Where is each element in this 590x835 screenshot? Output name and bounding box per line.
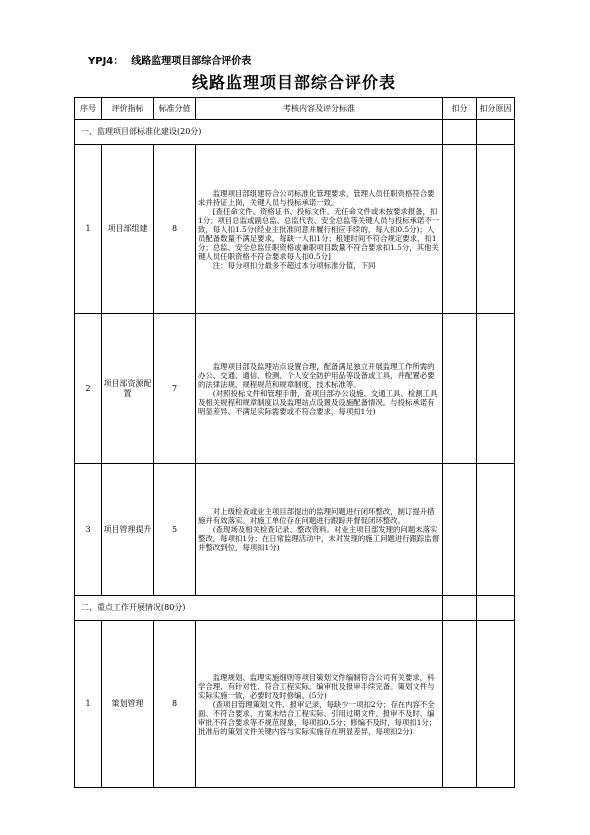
reason-cell[interactable] [477, 145, 515, 314]
table-row [75, 314, 515, 464]
reason-cell[interactable] [477, 120, 515, 145]
deduction-cell[interactable] [443, 120, 477, 145]
row-criteria: 监理项目部组建符合公司标准化管理要求，管理人员任职资格符合要求并持证上岗，关键人员与投标承诺一致。 [查任命文件、资格证书、投标文件。无任命文件或未按要求报备，扣1分；项目总监或副总监、总监代表、安全总监等关键人员与投标承诺不一致，每人扣1.5分(经业主批准同意并履行相应手续的，每人扣0.5分)；人员配备数量不满足要求，每缺一人扣1分；租建时间不符合规定要求，扣1分；总监、安全总监任职资格或兼职项目数量不符合要求扣1.5分，其他关键人员任职资格不符合要求每人扣0.5分] 注：每分项扣分最多不超过本分项标准分值，下同 [196, 145, 443, 314]
row-number: 1 [75, 145, 102, 314]
row-indicator: 项目部资源配置 [102, 314, 154, 464]
section-label: 二、重点工作开展情况(80分) [75, 596, 443, 621]
row-score: 5 [154, 464, 196, 596]
section-row [75, 120, 515, 145]
row-score: 8 [154, 145, 196, 314]
deduction-cell[interactable] [443, 314, 477, 464]
deduction-cell[interactable] [443, 621, 477, 788]
row-score: 7 [154, 314, 196, 464]
table-row [75, 145, 515, 314]
col-header-indicator: 评价指标 [102, 98, 154, 120]
reason-cell[interactable] [477, 464, 515, 596]
section-row [75, 596, 515, 621]
row-number: 2 [75, 314, 102, 464]
deduction-cell[interactable] [443, 145, 477, 314]
col-header-no: 序号 [75, 98, 102, 120]
row-number: 1 [75, 621, 102, 788]
deduction-cell[interactable] [443, 596, 477, 621]
col-header-reason: 扣分原因 [477, 98, 515, 120]
form-subtitle: 线路监理项目部综合评价表 [131, 56, 252, 67]
col-header-criteria: 考核内容及评分标准 [196, 98, 443, 120]
row-score: 8 [154, 621, 196, 788]
reason-cell[interactable] [477, 621, 515, 788]
reason-cell[interactable] [477, 596, 515, 621]
section-label: 一、监理项目部标准化建设(20分) [75, 120, 443, 145]
table-row [75, 621, 515, 788]
col-header-score: 标准分值 [154, 98, 196, 120]
row-criteria: 监理项目部及监理站点设置合理，配备满足独立开展监理工作所需的办公、交通、通信、检测、个人安全防护用品等设备或工具，并配置必要的法律法规、规程规范和规章制度、技术标准等。 (对照投标文件和管理手册，查项目部办公设施、交通工具、检测工具及相关规程和规章制度以及监理站点设置及设施配备情况。与投标承诺有明显差异、不满足实际需要或不符合要求，每项扣1分) [196, 314, 443, 464]
row-indicator: 策划管理 [102, 621, 154, 788]
evaluation-table [74, 97, 515, 788]
form-code: YPJ4： [88, 56, 124, 67]
row-number: 3 [75, 464, 102, 596]
row-criteria: 对上级检查或业主项目部提出的监理问题进行闭环整改，制订提升措施并有效落实。对施工单位存在问题进行跟踪并督促闭环整改。 (查现场及相关检查记录、整改资料。对业主项目部发现的问题未落实整改，每项扣1分；在日常监理活动中，未对发现的施工问题进行跟踪监督并整改到位，每项扣1分) [196, 464, 443, 596]
row-indicator: 项目部组建 [102, 145, 154, 314]
reason-cell[interactable] [477, 314, 515, 464]
form-code-line [88, 52, 251, 67]
page-title: 线路监理项目部综合评价表 [191, 73, 396, 92]
table-row [75, 464, 515, 596]
col-header-deduction: 扣分 [443, 98, 477, 120]
deduction-cell[interactable] [443, 464, 477, 596]
row-indicator: 项目管理提升 [102, 464, 154, 596]
table-header-row [75, 98, 515, 120]
row-criteria: 监理规划、监理实施细则等项目策划文件编制符合公司有关要求，科学合理、有针对性、符合工程实际。编审批及报审手续完备。策划文件与实际实施一致，必要时及时修编。(5分) (查项目管理策划文件、报审记录，每缺少一项扣2分；存在内容不全面、不符合要求、方案未结合工程实际、引用过期文件、报审不及时、编审批不符合要求等不规范现象，每项扣0.5分；修编不及时，每项扣1分；批准后的策划文件关键内容与实际实施存在明显差异，每项扣2分) [196, 621, 443, 788]
